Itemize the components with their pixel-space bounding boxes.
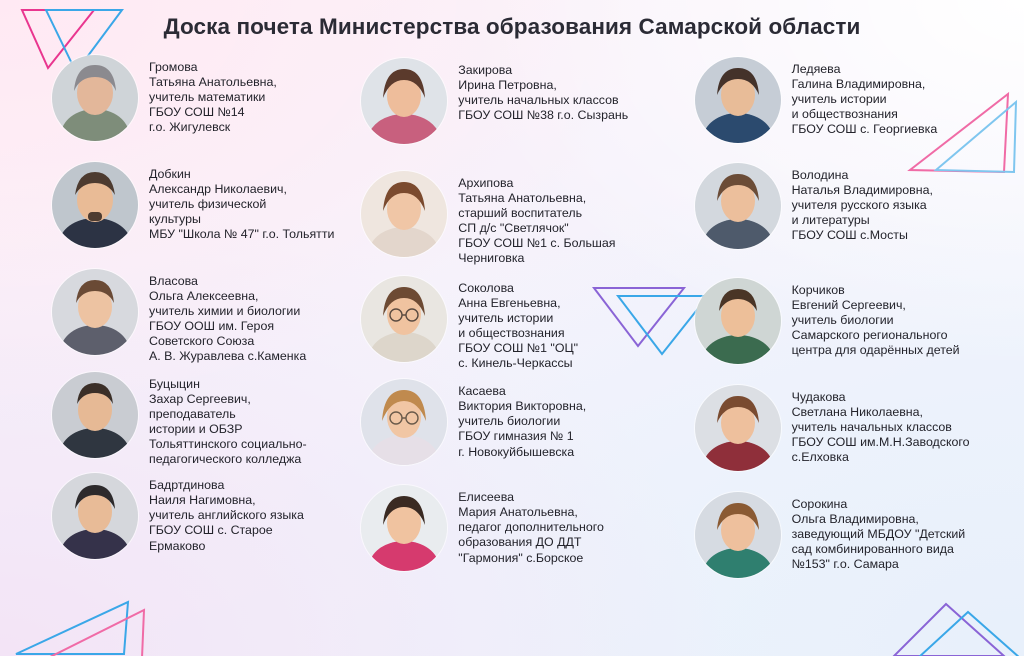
avatar bbox=[52, 473, 138, 559]
honoree-line: Светлана Николаевна, bbox=[791, 405, 923, 420]
column-2 bbox=[341, 55, 682, 630]
honoree-info bbox=[138, 372, 341, 468]
avatar bbox=[361, 379, 447, 465]
list-item bbox=[52, 162, 341, 248]
honoree-surname: Добкин bbox=[149, 167, 191, 181]
honoree-line: А. В. Журавлева с.Каменка bbox=[149, 349, 307, 364]
honoree-line: Евгений Сергеевич, bbox=[791, 298, 906, 313]
honoree-line: Виктория Викторовна, bbox=[458, 399, 587, 414]
honoree-line: Ермаково bbox=[149, 538, 206, 553]
honoree-surname: Сорокина bbox=[791, 497, 848, 511]
honoree-surname: Касаева bbox=[458, 384, 506, 399]
list-item bbox=[52, 55, 341, 141]
honoree-surname: Архипова bbox=[458, 176, 514, 190]
avatar bbox=[695, 492, 781, 578]
honoree-line: г. Новокуйбышевска bbox=[458, 444, 575, 459]
honoree-line: учитель начальных классов bbox=[458, 93, 619, 108]
honoree-line: и обществознания bbox=[791, 107, 898, 122]
honoree-line: ГБОУ СОШ с. Георгиевка bbox=[791, 122, 938, 137]
honoree-surname: Буцыцин bbox=[149, 376, 200, 391]
honoree-surname: Соколова bbox=[458, 280, 514, 295]
honoree-line: старший воспитатель bbox=[458, 206, 583, 221]
honoree-info bbox=[138, 55, 341, 135]
honoree-line: педагогического колледжа bbox=[149, 452, 302, 467]
honoree-line: Ирина Петровна, bbox=[458, 78, 557, 93]
honoree-line: учитель истории bbox=[458, 310, 554, 325]
list-item bbox=[52, 372, 341, 468]
avatar bbox=[52, 372, 138, 458]
honoree-line: учитель математики bbox=[149, 90, 266, 105]
list-item bbox=[52, 269, 341, 365]
avatar bbox=[361, 58, 447, 144]
honoree-line: Галина Владимировна, bbox=[791, 77, 926, 92]
honoree-line: Захар Сергеевич, bbox=[149, 391, 251, 406]
honoree-line: учитель истории bbox=[791, 92, 887, 107]
honoree-line: ГБОУ СОШ с. Старое bbox=[149, 523, 273, 538]
honoree-line: ГБОУ СОШ им.М.Н.Заводского bbox=[791, 435, 970, 450]
list-item bbox=[361, 58, 682, 144]
honoree-surname: Ледяева bbox=[791, 62, 841, 76]
honoree-columns bbox=[0, 55, 1024, 630]
list-item bbox=[361, 171, 682, 267]
honoree-info bbox=[781, 492, 1007, 572]
honoree-line: учитель английского языка bbox=[149, 508, 304, 523]
honoree-info bbox=[138, 162, 341, 242]
avatar bbox=[52, 55, 138, 141]
honoree-surname: Чудакова bbox=[791, 390, 846, 404]
honoree-line: ГБОУ СОШ №38 г.о. Сызрань bbox=[458, 108, 629, 123]
honoree-line: Наталья Владимировна, bbox=[791, 183, 933, 198]
honoree-line: "Гармония" с.Борское bbox=[458, 550, 584, 565]
avatar bbox=[361, 485, 447, 571]
avatar bbox=[52, 162, 138, 248]
honoree-info bbox=[447, 276, 668, 372]
honoree-line: Тольяттинского социально- bbox=[149, 436, 307, 451]
list-item bbox=[695, 492, 1024, 578]
honoree-line: образования ДО ДДТ bbox=[458, 535, 582, 550]
honoree-line: Самарского регионального bbox=[791, 328, 948, 343]
honoree-line: СП д/с "Светлячок" bbox=[458, 221, 569, 236]
honoree-line: Александр Николаевич, bbox=[149, 182, 287, 197]
honoree-line: ГБОУ ООШ им. Героя bbox=[149, 319, 275, 334]
honoree-info bbox=[447, 58, 668, 123]
honoree-line: ГБОУ СОШ №14 bbox=[149, 105, 245, 120]
honoree-surname: Бадртдинова bbox=[149, 478, 225, 493]
honoree-info bbox=[138, 473, 341, 553]
list-item bbox=[695, 278, 1024, 364]
honoree-line: ГБОУ СОШ №1 с. Большая bbox=[458, 236, 616, 251]
honoree-line: Анна Евгеньевна, bbox=[458, 295, 561, 310]
honoree-surname: Елисеева bbox=[458, 490, 515, 505]
honoree-surname: Власова bbox=[149, 274, 198, 288]
page-title: Доска почета Министерства образования Самарской области bbox=[163, 14, 861, 39]
honoree-line: учитель физической bbox=[149, 197, 267, 212]
honoree-line: центра для одарённых детей bbox=[791, 343, 960, 358]
honoree-line: педагог дополнительного bbox=[458, 520, 604, 535]
honoree-line: и литературы bbox=[791, 213, 870, 228]
list-item bbox=[361, 379, 682, 465]
column-1 bbox=[0, 55, 341, 630]
honoree-line: Татьяна Анатольевна, bbox=[149, 75, 277, 90]
avatar bbox=[361, 276, 447, 362]
honoree-info bbox=[447, 379, 668, 459]
honoree-line: с. Кинель-Черкассы bbox=[458, 356, 573, 371]
honoree-line: культуры bbox=[149, 212, 201, 227]
honoree-surname: Закирова bbox=[458, 63, 513, 77]
honoree-info bbox=[447, 171, 668, 267]
honoree-line: г.о. Жигулевск bbox=[149, 120, 231, 135]
honoree-line: преподаватель bbox=[149, 406, 236, 421]
honoree-line: с.Елховка bbox=[791, 450, 849, 465]
honoree-line: Татьяна Анатольевна, bbox=[458, 191, 587, 206]
honoree-info bbox=[781, 385, 1007, 465]
honoree-line: ГБОУ гимназия № 1 bbox=[458, 429, 574, 444]
honoree-line: и обществознания bbox=[458, 325, 565, 340]
honoree-surname: Корчиков bbox=[791, 283, 845, 297]
honoree-info bbox=[781, 57, 1007, 137]
list-item bbox=[695, 57, 1024, 143]
honoree-line: Ольга Владимировна, bbox=[791, 512, 919, 527]
honoree-line: истории и ОБЗР bbox=[149, 421, 243, 436]
list-item bbox=[695, 163, 1024, 249]
avatar bbox=[695, 57, 781, 143]
list-item bbox=[361, 276, 682, 372]
honoree-surname: Володина bbox=[791, 168, 849, 182]
honoree-line: учителя русского языка bbox=[791, 198, 927, 213]
honoree-line: Мария Анатольевна, bbox=[458, 505, 578, 520]
honoree-info bbox=[781, 278, 1007, 358]
list-item bbox=[52, 473, 341, 559]
honoree-line: сад комбинированного вида bbox=[791, 542, 954, 557]
honoree-line: Наиля Нагимовна, bbox=[149, 493, 256, 508]
honoree-line: учитель биологии bbox=[791, 313, 894, 328]
honoree-line: учитель начальных классов bbox=[791, 420, 952, 435]
honoree-line: заведующий МБДОУ "Детский bbox=[791, 527, 966, 542]
column-3 bbox=[683, 55, 1024, 630]
honoree-info bbox=[138, 269, 341, 365]
honoree-line: учитель химии и биологии bbox=[149, 304, 301, 319]
honoree-line: ГБОУ СОШ с.Мосты bbox=[791, 228, 908, 243]
honoree-info bbox=[447, 485, 668, 565]
honoree-line: Ольга Алексеевна, bbox=[149, 289, 259, 304]
honoree-line: Черниговка bbox=[458, 251, 525, 266]
avatar bbox=[52, 269, 138, 355]
honoree-line: №153" г.о. Самара bbox=[791, 557, 899, 572]
honoree-info bbox=[781, 163, 1007, 243]
honoree-line: МБУ "Школа № 47" г.о. Тольятти bbox=[149, 227, 335, 242]
avatar bbox=[695, 385, 781, 471]
list-item bbox=[361, 485, 682, 571]
honoree-line: учитель биологии bbox=[458, 414, 561, 429]
honoree-line: ГБОУ СОШ №1 "ОЦ" bbox=[458, 340, 579, 355]
honoree-surname: Громова bbox=[149, 60, 198, 74]
avatar bbox=[361, 171, 447, 257]
list-item bbox=[695, 385, 1024, 471]
avatar bbox=[695, 163, 781, 249]
avatar bbox=[695, 278, 781, 364]
honoree-line: Советского Союза bbox=[149, 334, 255, 349]
